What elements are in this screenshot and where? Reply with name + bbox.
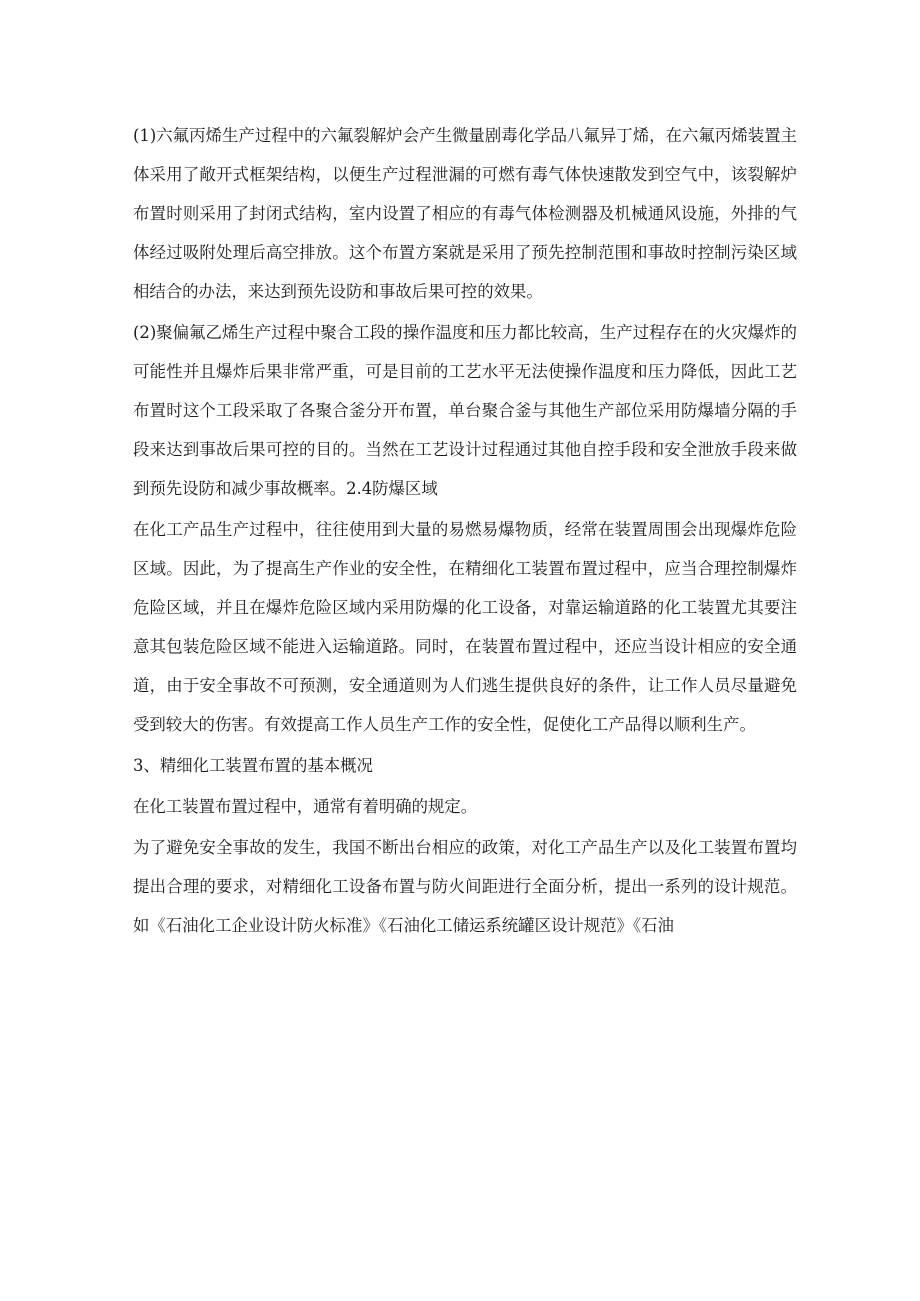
paragraph-regulations: 为了避免安全事故的发生，我国不断出台相应的政策，对化工产品生产以及化工装置布置均提出合理的要求，对精细化工设备布置与防火间距进行全面分析，提出一系列的设计规范。如《石油化工企业设计防火标准》《石油化工储运系统罐区设计规范》《石油	[133, 838, 797, 935]
section-heading: 3、精细化工装置布置的基本概况	[133, 756, 373, 775]
paragraph-intro: 在化工装置布置过程中，通常有着明确的规定。	[133, 797, 478, 816]
paragraph-hexafluoropropylene: (1)六氟丙烯生产过程中的六氟裂解炉会产生微量剧毒化学品八氟异丁烯，在六氟丙烯装置主体采用了敞开式框架结构，以便生产过程泄漏的可燃有毒气体快速散发到空气中，该裂解炉布置时则采用了封闭式结构，室内设置了相应的有毒气体检测器及机械通风设施，外排的气体经过吸附处理后高空排放。这个布置方案就是采用了预先控制范围和事故时控制污染区域相结合的办法，来达到预先设防和事故后果可控的效果。	[133, 126, 797, 301]
paragraph-explosion-zone: 在化工产品生产过程中，往往使用到大量的易燃易爆物质，经常在装置周围会出现爆炸危险区域。因此，为了提高生产作业的安全性，在精细化工装置布置过程中，应当合理控制爆炸危险区域，并且在爆炸危险区域内采用防爆的化工设备，对靠运输道路的化工装置尤其要注意其包装危险区域不能进入运输道路。同时，在装置布置过程中，还应当设计相应的安全通道，由于安全事故不可预测，安全通道则为人们逃生提供良好的条件，让工作人员尽量避免受到较大的伤害。有效提高工作人员生产工作的安全性，促使化工产品得以顺利生产。	[133, 520, 797, 734]
paragraph-pvdf-polymerization: (2)聚偏氟乙烯生产过程中聚合工段的操作温度和压力都比较高，生产过程存在的火灾爆炸的可能性并且爆炸后果非常严重，可是目前的工艺水平无法使操作温度和压力降低，因此工艺布置时这个工段采取了各聚合釜分开布置，单台聚合釜与其他生产部位采用防爆墙分隔的手段来达到事故后果可控的目的。当然在工艺设计过程通过其他自控手段和安全泄放手段来做到预先设防和减少事故概率。2.4防爆区域	[133, 323, 797, 498]
document-body	[133, 116, 797, 945]
